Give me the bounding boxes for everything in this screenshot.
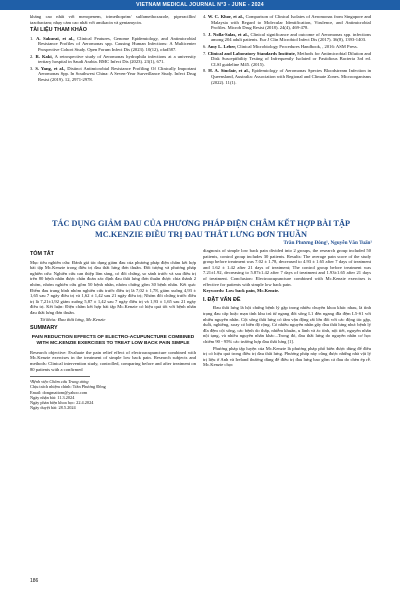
reference-text: Clinical Features, Genome Epidemiology, and Antimicrobial Resistance Profiles of Aeromonas spp. Causing Human Infections: A Multicenter Prospective Cohort Study. Open Forum Infect Dis (2023). 10(12), ofad587.: [38, 35, 196, 52]
reference-text: Clinical Microbiology Procedures Handbook, , 2016: ASM Press.: [236, 43, 358, 49]
english-title: PAIN REDUCTION EFFECTS OF ELECTRO-ACUPUNCTURE COMBINED WITH MC.KENZIE EXERCISES TO TREAT LOW BACK PAIN SIMPLE: [31, 334, 195, 346]
introduction-paragraph-2: Phương pháp tập luyện của Mc.Kenzie là phương pháp phổ biến được dùng để điều trị có hiệu quả trong điều trị đau thắt lưng. Phương pháp này cũng được những nhà vật lý trị liệu ở Anh và Ireland thường dùng để điều trị đau lưng bao gồm cả đau do chèn ép rễ. Mc.Kenzie chọc: [203, 345, 371, 368]
reference-authors: Amy L. Leber,: [207, 43, 237, 49]
reference-item: [30, 66, 196, 83]
reference-item: [203, 14, 371, 31]
reference-item: [30, 36, 196, 53]
footnote-line: Ngày phản biện khoa học: 22.4.2024: [30, 399, 94, 405]
footnote-line: Email: dongmaitom@yahoo.com: [30, 389, 88, 395]
footnote-line: Chịu trách nhiệm chính: Trần Phương Đông: [30, 384, 106, 390]
top-right-column: [203, 14, 371, 86]
reference-authors: A. Sakurai, et al.,: [36, 35, 75, 41]
reference-number: 7.: [203, 50, 208, 56]
reference-authors: Clinical and Laboratory Standards Institute,: [207, 50, 296, 56]
reference-authors: H. A. Sinclair, et al.,: [208, 68, 250, 74]
footnote-line: ¹Bệnh viện Châm cứu Trung ương: [30, 379, 89, 385]
top-left-column: [30, 14, 196, 84]
tomtat-heading: TÓM TẮT: [30, 251, 54, 257]
reference-authors: S. Yang, et al.,: [35, 65, 66, 71]
references-list-right: [203, 14, 371, 85]
references-heading: TÀI LIỆU THAM KHẢO: [30, 27, 87, 34]
reference-item: [203, 68, 371, 85]
lower-right-column: [203, 248, 371, 369]
reference-item: [30, 54, 196, 65]
references-list-left: [30, 36, 196, 83]
footnotes: [30, 379, 196, 410]
footnote-line: Ngày nhận bài: 11.3.2024: [30, 394, 75, 400]
lower-left-column: [30, 248, 196, 410]
journal-header: VIETNAM MEDICAL JOURNAL N°3 - JUNE - 2024: [0, 0, 400, 10]
reference-authors: R. Kaki,: [35, 53, 53, 59]
introduction-heading: I. ĐẶT VẤN ĐỀ: [203, 296, 241, 303]
reference-item: [203, 51, 371, 68]
previous-article-tail: kháng cao nhất với meropenem, trimethoprim/ sulfamethoxazole, piperacillin/ tazobactam; nhạy cảm cao nhất với amikacin và gentamycin.: [30, 14, 196, 25]
reference-text: Distinct Antimicrobial Resistance Profiling Of Clinically Important Aeromonas Spp. In Southwest China: A Seven-Year Surveillance Study. Infect Drug Resist (2019). 12, 2971-2978.: [38, 65, 196, 82]
english-keywords: Keywords: Low back pain, Mc.Kenzie.: [203, 288, 280, 294]
summary-text: Research objective: Evaluate the pain relief effect of electroacupuncture combined with Mc.Kenzie exercises in the treatment of simple low back pain. Research subjects and methods: Clinical intervention study, controlled, comparing before and after treatment on 80 patients with a confirmed: [30, 349, 196, 372]
reference-item: [203, 44, 371, 50]
reference-number: 6.: [203, 43, 208, 49]
footnote-line: Ngày duyệt bài: 28.5.2024: [30, 405, 76, 411]
page-number: 186: [30, 578, 39, 584]
article-title: TÁC DỤNG GIẢM ĐAU CỦA PHƯƠNG PHÁP ĐIỆN CHÂM KẾT HỢP BÀI TẬP MC.KENZIE ĐIỀU TRỊ ĐAU THẮT LƯNG ĐƠN THUẦN: [51, 219, 351, 239]
reference-number: 8.: [203, 68, 209, 74]
reference-number: 2.: [30, 53, 36, 59]
reference-text: A retrospective study of Aeromonas hydrophila infections at a university tertiary hospital in Saudi Arabia. BMC Infect Dis (2023). 23(1), 671.: [38, 53, 197, 65]
reference-text: Comparison of Clinical Isolates of Aeromonas from Singapore and Malaysia with Regard to Molecular Identification, Virulence, and Antimicrobial Profiles. Microb Drug Resist (2018). 24(4), 469-478.: [211, 14, 372, 31]
summary-heading: SUMMARY: [30, 325, 58, 332]
article-authors: Trần Phương Đông¹, Nguyễn Văn Tuấn¹: [283, 240, 372, 246]
summary-continued: diagnosis of simple low back pain divided into 2 groups, the research group included 50 patients, control group includes 30 patients. Results: The average pain score of the study group before treatment was 7.02 ± 1.78, decreased to 4.93 ± 1.65 after 7 days of treatment and 1.62 ± 1.42 after 21 days of treatment; The control group before treatment was 7.21±1.92, decreasing to 5.87±1.42 after 7 days of treatment and 1.93±1.65 after 21 days of treatment. Conclusion: Electroacupuncture combined with Mc.Kenzie exercises is effective for patients with simple low back pain.: [203, 248, 371, 287]
introduction-paragraph-1: Đau thắt lưng là hội chứng bệnh lý gặp trong nhiều chuyên khoa khác nhau, là tình trạng đau cấp hoặc mạn tính khu trú từ ngang đốt sống L1 đến ngang đĩa đệm L5-S1 với nhiều nguyên nhân. Cột sống thắt lưng có tầm vận động rất lớn đối với các động tác gập, duỗi, nghiêng, xoay có biên độ rộng. Có nhiều nguyên nhân gây đau thắt lưng như: bệnh lý đĩa đệm cột sống, các bệnh do thấp, nhiễm khuẩn, u lành và ác tính, nội tiết, nguyên nhân nội tạng, và nhiều nguyên nhân khác...Trong đó, đau thắt lưng do nguyên nhân cơ học chiếm 90 - 95% các trường hợp đau thắt lưng [1].: [203, 305, 371, 344]
reference-authors: W. C. Khor, et al.,: [207, 14, 245, 19]
reference-item: [203, 32, 371, 43]
reference-number: 5.: [203, 31, 209, 37]
tomtat-keywords: Từ khóa: Đau thắt lưng, Mc.Kenzie: [40, 316, 106, 322]
reference-text: Clinical significance and outcome of Aeromonas spp. infections among 204 adult patients. Eur J Clin Microbiol Infect Dis (2017). 36(8), 1393-1403.: [211, 31, 371, 43]
reference-text: Epidemiology of Aeromonas Species Bloodstream Infection in Queensland, Australia: Association with Regional and Climate Zones. Microorganisms (2022). 11(1).: [211, 68, 372, 85]
reference-number: 3.: [30, 65, 36, 71]
tomtat-text: Mục tiêu nghiên cứu: Đánh giá tác dụng giảm đau của phương pháp điện châm kết hợp bài tập Mc.Kenzie trong điều trị đau thắt lưng đơn thuần. Đối tượng và phương pháp nghiên cứu: Nghiên cứu can thiệp lâm sàng, có đối chứng, so sánh trước và sau điều trị trên 80 bệnh nhân được chẩn đoán xác định đau thắt lưng đơn thuần được chia thành 2 nhóm, nhóm nghiên cứu gồm 50 bệnh nhân, nhóm chứng gồm 30 bệnh nhân. Kết quả: Điểm đau trung bình nhóm nghiên cứu trước điều trị là 7,02 ± 1,78, giảm xuống 4,93 ± 1,65 sau 7 ngày điều trị và 1,62 ± 1,42 sau 21 ngày điều trị; Nhóm đối chứng trước điều trị là 7,21±1,92 giảm xuống 5,87 ± 1,42 sau 7 ngày điều trị và 1,93 ± 1,65 sau 21 ngày điều trị. Kết luận: Điện châm kết hợp bài tập Mc.Kenzie có hiệu quả tốt với bệnh nhân đau thắt lưng đơn thuần.: [30, 259, 196, 315]
reference-number: 1.: [30, 35, 37, 41]
reference-number: 4.: [203, 14, 208, 19]
reference-authors: J. Nolla-Salas, et al.,: [208, 31, 249, 37]
footnote-divider: [30, 376, 90, 377]
reference-text: Methods for Antimicrobial Dilution and Disk Susceptibility Testing of Infrequently Isolated or Fastidious Bacteria 3rd ed. CLSI guideline M45. (2015).: [211, 50, 372, 67]
